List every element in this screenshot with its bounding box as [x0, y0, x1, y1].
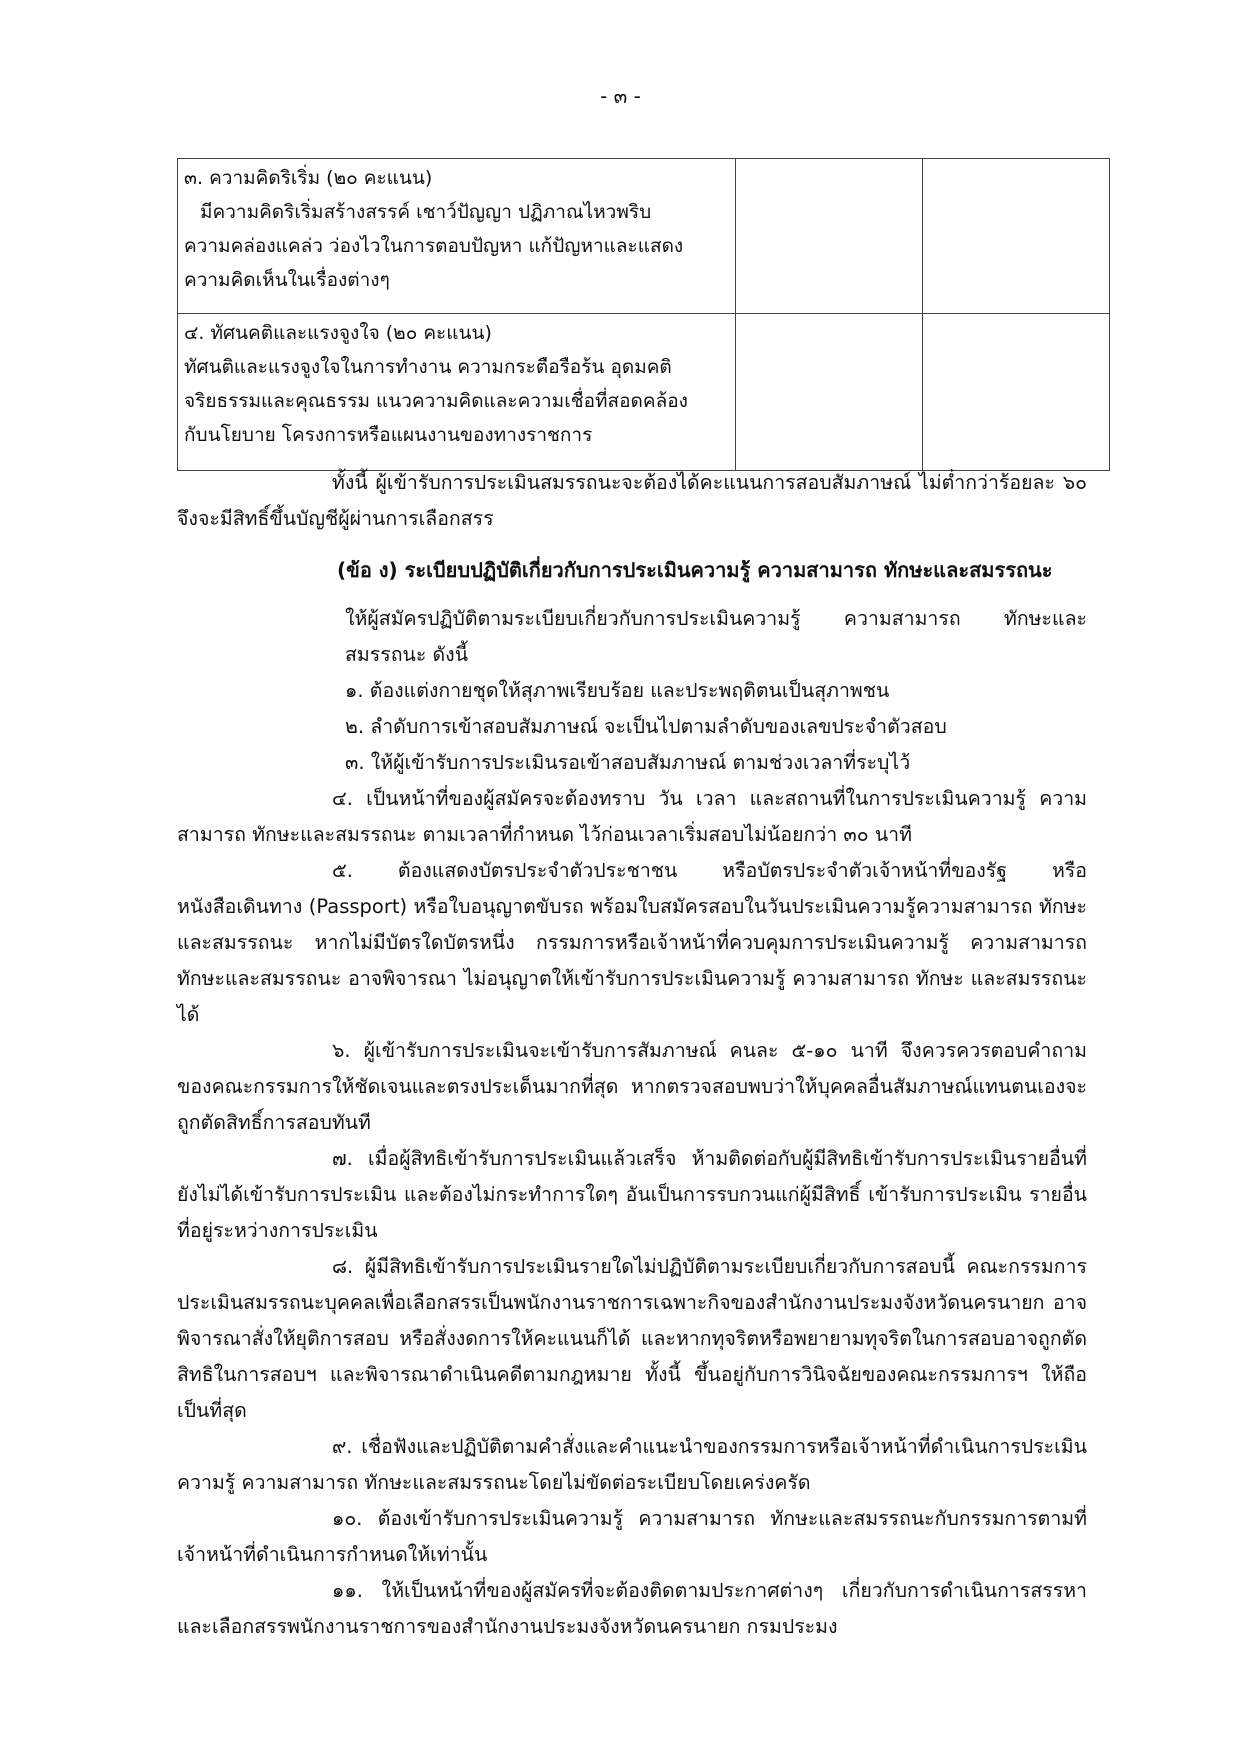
- rule-item: ๑๐. ต้องเข้ารับการประเมินความรู้ ความสามารถ ทักษะและสมรรถนะกับกรรมการตามที่เจ้าหน้าที่ดำเนินการกำหนดให้เท่านั้น: [177, 1507, 1087, 1566]
- table-row: [178, 314, 1110, 471]
- rule-item: ๔. เป็นหน้าที่ของผู้สมัครจะต้องทราบ วัน เวลา และสถานที่ในการประเมินความรู้ ความสามารถ ทักษะและสมรรถนะ ตามเวลาที่กำหนด ไว้ก่อนเวลาเริ่มสอบไม่น้อยกว่า ๓๐ นาที: [177, 787, 1087, 846]
- rule-item: ๖. ผู้เข้ารับการประเมินจะเข้ารับการสัมภาษณ์ คนละ ๕-๑๐ นาที จึงควรควรตอบคำถามของคณะกรรมการให้ชัดเจนและตรงประเด็นมากที่สุด หากตรวจสอบพบว่าให้บุคคลอื่นสัมภาษณ์แทนตนเองจะถูกตัดสิทธิ์การสอบทันที: [177, 1039, 1087, 1134]
- criterion-title: ๔. ทัศนคติและแรงจูงใจ (๒๐ คะแนน): [184, 322, 492, 344]
- rule-item: ๑๑. ให้เป็นหน้าที่ของผู้สมัครที่จะต้องติดตามประกาศต่างๆ เกี่ยวกับการดำเนินการสรรหาและเลือกสรรพนักงานราชการของสำนักงานประมงจังหวัดนครนายก กรมประมง: [177, 1579, 1087, 1638]
- score-cell: [736, 159, 923, 314]
- pass-note: ทั้งนี้ ผู้เข้ารับการประเมินสมรรถนะจะต้องได้คะแนนการสอบสัมภาษณ์ ไม่ต่ำกว่าร้อยละ ๖๐ จึงจะมีสิทธิ์ขึ้นบัญชีผู้ผ่านการเลือกสรร: [177, 471, 1087, 530]
- score-cell: [736, 314, 923, 471]
- rule-item: ๕. ต้องแสดงบัตรประจำตัวประชาชน หรือบัตรประจำตัวเจ้าหน้าที่ของรัฐ หรือหนังสือเดินทาง (Passport) หรือใบอนุญาตขับรถ พร้อมใบสมัครสอบในวันประเมินความรู้ความสามารถ ทักษะ และสมรรถนะ หากไม่มีบัตรใดบัตรหนึ่ง กรรมการหรือเจ้าหน้าที่ควบคุมการประเมินความรู้ ความสามารถ ทักษะและสมรรถนะ อาจพิจารณา ไม่อนุญาตให้เข้ารับการประเมินความรู้ ความสามารถ ทักษะ และสมรรถนะได้: [177, 859, 1087, 1026]
- rule-item: ๓. ให้ผู้เข้ารับการประเมินรอเข้าสอบสัมภาษณ์ ตามช่วงเวลาที่ระบุไว้: [345, 751, 911, 774]
- criterion-title: ๓. ความคิดริเริ่ม (๒๐ คะแนน): [184, 167, 433, 189]
- score-cell: [923, 159, 1110, 314]
- rule-item: ๗. เมื่อผู้สิทธิเข้ารับการประเมินแล้วเสร็จ ห้ามติดต่อกับผู้มีสิทธิเข้ารับการประเมินรายอื่นที่ยังไม่ได้เข้ารับการประเมิน และต้องไม่กระทำการใดๆ อันเป็นการรบกวนแก่ผู้มีสิทธิ์ เข้ารับการประเมิน รายอื่นที่อยู่ระหว่างการประเมิน: [177, 1147, 1087, 1242]
- rule-item: ๑. ต้องแต่งกายชุดให้สุภาพเรียบร้อย และประพฤติตนเป็นสุภาพชน: [345, 679, 890, 702]
- criterion-line: กับนโยบาย โครงการหรือแผนงานของทางราชการ: [184, 424, 593, 446]
- criterion-line: จริยธรรมและคุณธรรม แนวความคิดและความเชื่อที่สอดคล้อง: [184, 390, 688, 412]
- criteria-table: [177, 158, 1110, 471]
- criterion-cell: [178, 314, 736, 471]
- criterion-cell: [178, 159, 736, 314]
- criterion-line: ทัศนติและแรงจูงใจในการทำงาน ความกระตือรือร้น อุดมคติ: [184, 356, 672, 378]
- criterion-line: ความคล่องแคล่ว ว่องไวในการตอบปัญหา แก้ปัญหาและแสดง: [184, 235, 684, 257]
- rule-item: ๙. เชื่อฟังและปฏิบัติตามคำสั่งและคำแนะนำของกรรมการหรือเจ้าหน้าที่ดำเนินการประเมิน ความรู้ ความสามารถ ทักษะและสมรรถนะโดยไม่ขัดต่อระเบียบโดยเคร่งครัด: [177, 1435, 1087, 1494]
- intro-paragraph: ให้ผู้สมัครปฏิบัติตามระเบียบเกี่ยวกับการประเมินความรู้ ความสามารถ ทักษะและสมรรถนะ ดังนี้: [345, 607, 1087, 666]
- rule-item: ๘. ผู้มีสิทธิเข้ารับการประเมินรายใดไม่ปฏิบัติตามระเบียบเกี่ยวกับการสอบนี้ คณะกรรมการประเมินสมรรถนะบุคคลเพื่อเลือกสรรเป็นพนักงานราชการเฉพาะกิจของสำนักงานประมงจังหวัดนครนายก อาจพิจารณาสั่งให้ยุติการสอบ หรือสั่งงดการให้คะแนนก็ได้ และหากทุจริตหรือพยายามทุจริตในการสอบอาจถูกตัดสิทธิในการสอบฯ และพิจารณาดำเนินคดีตามกฎหมาย ทั้งนี้ ขึ้นอยู่กับการวินิจฉัยของคณะกรรมการฯ ให้ถือเป็นที่สุด: [177, 1255, 1087, 1422]
- body-text: [177, 465, 1087, 1645]
- criterion-line: มีความคิดริเริ่มสร้างสรรค์ เชาว์ปัญญา ปฏิภาณไหวพริบ: [200, 201, 652, 223]
- rule-item: ๒. ลำดับการเข้าสอบสัมภาษณ์ จะเป็นไปตามลำดับของเลขประจำตัวสอบ: [345, 715, 947, 738]
- criterion-line: ความคิดเห็นในเรื่องต่างๆ: [184, 269, 390, 291]
- table-row: [178, 159, 1110, 314]
- section-heading: (ข้อ ง) ระเบียบปฏิบัติเกี่ยวกับการประเมินความรู้ ความสามารถ ทักษะและสมรรถนะ: [337, 558, 1053, 582]
- score-cell: [923, 314, 1110, 471]
- page-number: - ๓ -: [600, 84, 641, 108]
